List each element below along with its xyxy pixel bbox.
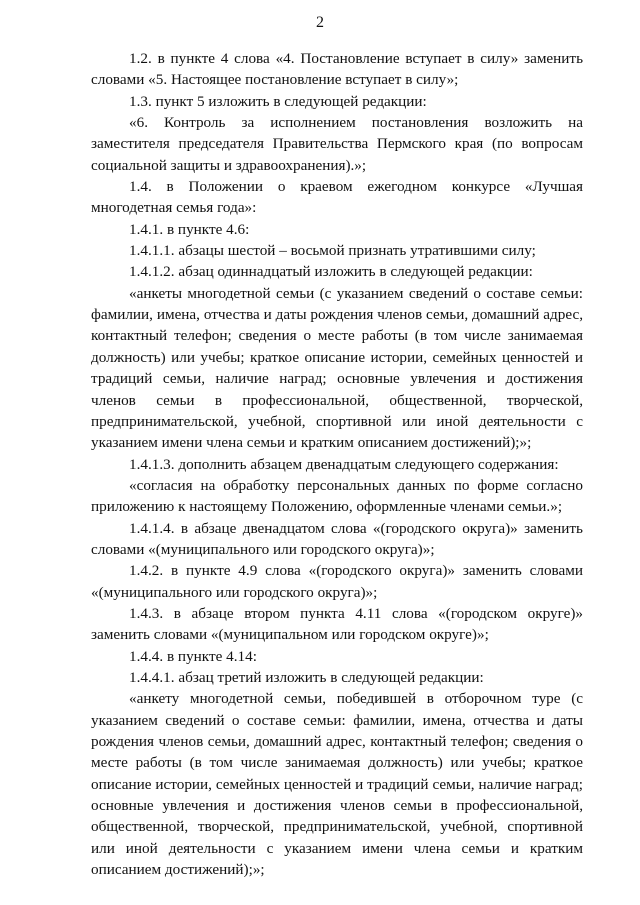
paragraph-1-3: 1.3. пункт 5 изложить в следующей редакции:	[129, 92, 427, 110]
paragraph-1-4-1-3: 1.4.1.3. дополнить абзацем двенадцатым следующего содержания:	[129, 455, 559, 473]
page-number: 2	[316, 14, 324, 31]
paragraph-1-2: 1.2. в пункте 4 слова «4. Постановление вступает в силу» заменить словами «5. Настоящее постановление вступает в силу»;	[91, 50, 583, 89]
paragraph-1-4-3: 1.4.3. в абзаце втором пункта 4.11 слова «(городском округе)» заменить словами «(муниципальном или городском округе)»;	[91, 604, 583, 644]
paragraph-1-4-4-1: 1.4.4.1. абзац третий изложить в следующей редакции:	[129, 668, 484, 686]
paragraph-1-4-1-1: 1.4.1.1. абзацы шестой – восьмой признать утратившими силу;	[129, 242, 536, 260]
paragraph-quote-6: «6. Контроль за исполнением постановления возложить на заместителя председателя Правительства Пермского края (по вопросам социальной защиты и здравоохранения).»;	[91, 114, 583, 174]
document-body	[91, 48, 583, 880]
paragraph-1-4: 1.4. в Положении о краевом ежегодном конкурсе «Лучшая многодетная семья года»:	[91, 178, 583, 217]
paragraph-1-4-4: 1.4.4. в пункте 4.14:	[129, 647, 257, 665]
paragraph-1-4-1-4: 1.4.1.4. в абзаце двенадцатом слова «(городского округа)» заменить словами «(муниципального или городского округа)»;	[91, 519, 583, 558]
paragraph-quote-anketa-1: «анкеты многодетной семьи (с указанием сведений о составе семьи: фамилии, имена, отчества и даты рождения членов семьи, домашний адрес, контактный телефон; сведения о месте работы (в том числе занимаемая должность) или учебы; краткое описание истории, семейных ценностей и традиций семьи, наличие наград; основные увлечения и достижения членов семьи в профессиональной, общественной, творческой, предпринимательской, учебной, спортивной или иной деятельности с указанием имени члена семьи и кратким описанием достижений);»;	[91, 284, 583, 452]
paragraph-1-4-1-2: 1.4.1.2. абзац одиннадцатый изложить в следующей редакции:	[129, 263, 533, 281]
paragraph-1-4-2: 1.4.2. в пункте 4.9 слова «(городского округа)» заменить словами «(муниципального или городского округа)»;	[91, 562, 583, 601]
paragraph-quote-soglasiya: «согласия на обработку персональных данных по форме согласно приложению к настоящему Положению, оформленные членами семьи.»;	[91, 476, 583, 516]
paragraph-1-4-1: 1.4.1. в пункте 4.6:	[129, 220, 250, 238]
paragraph-quote-anketa-2: «анкету многодетной семьи, победившей в отборочном туре (с указанием сведений о составе семьи: фамилии, имена, отчества и даты рождения членов семьи, домашний адрес, контактный телефон; сведения о месте работы (в том числе занимаемая должность) или учебы; краткое описание истории, семейных ценностей и традиций семьи, наличие наград; основные увлечения и достижения членов семьи в профессиональной, общественной, творческой, предпринимательской, учебной, спортивной или иной деятельности с указанием имени члена семьи и кратким описанием достижений);»;	[91, 690, 583, 879]
